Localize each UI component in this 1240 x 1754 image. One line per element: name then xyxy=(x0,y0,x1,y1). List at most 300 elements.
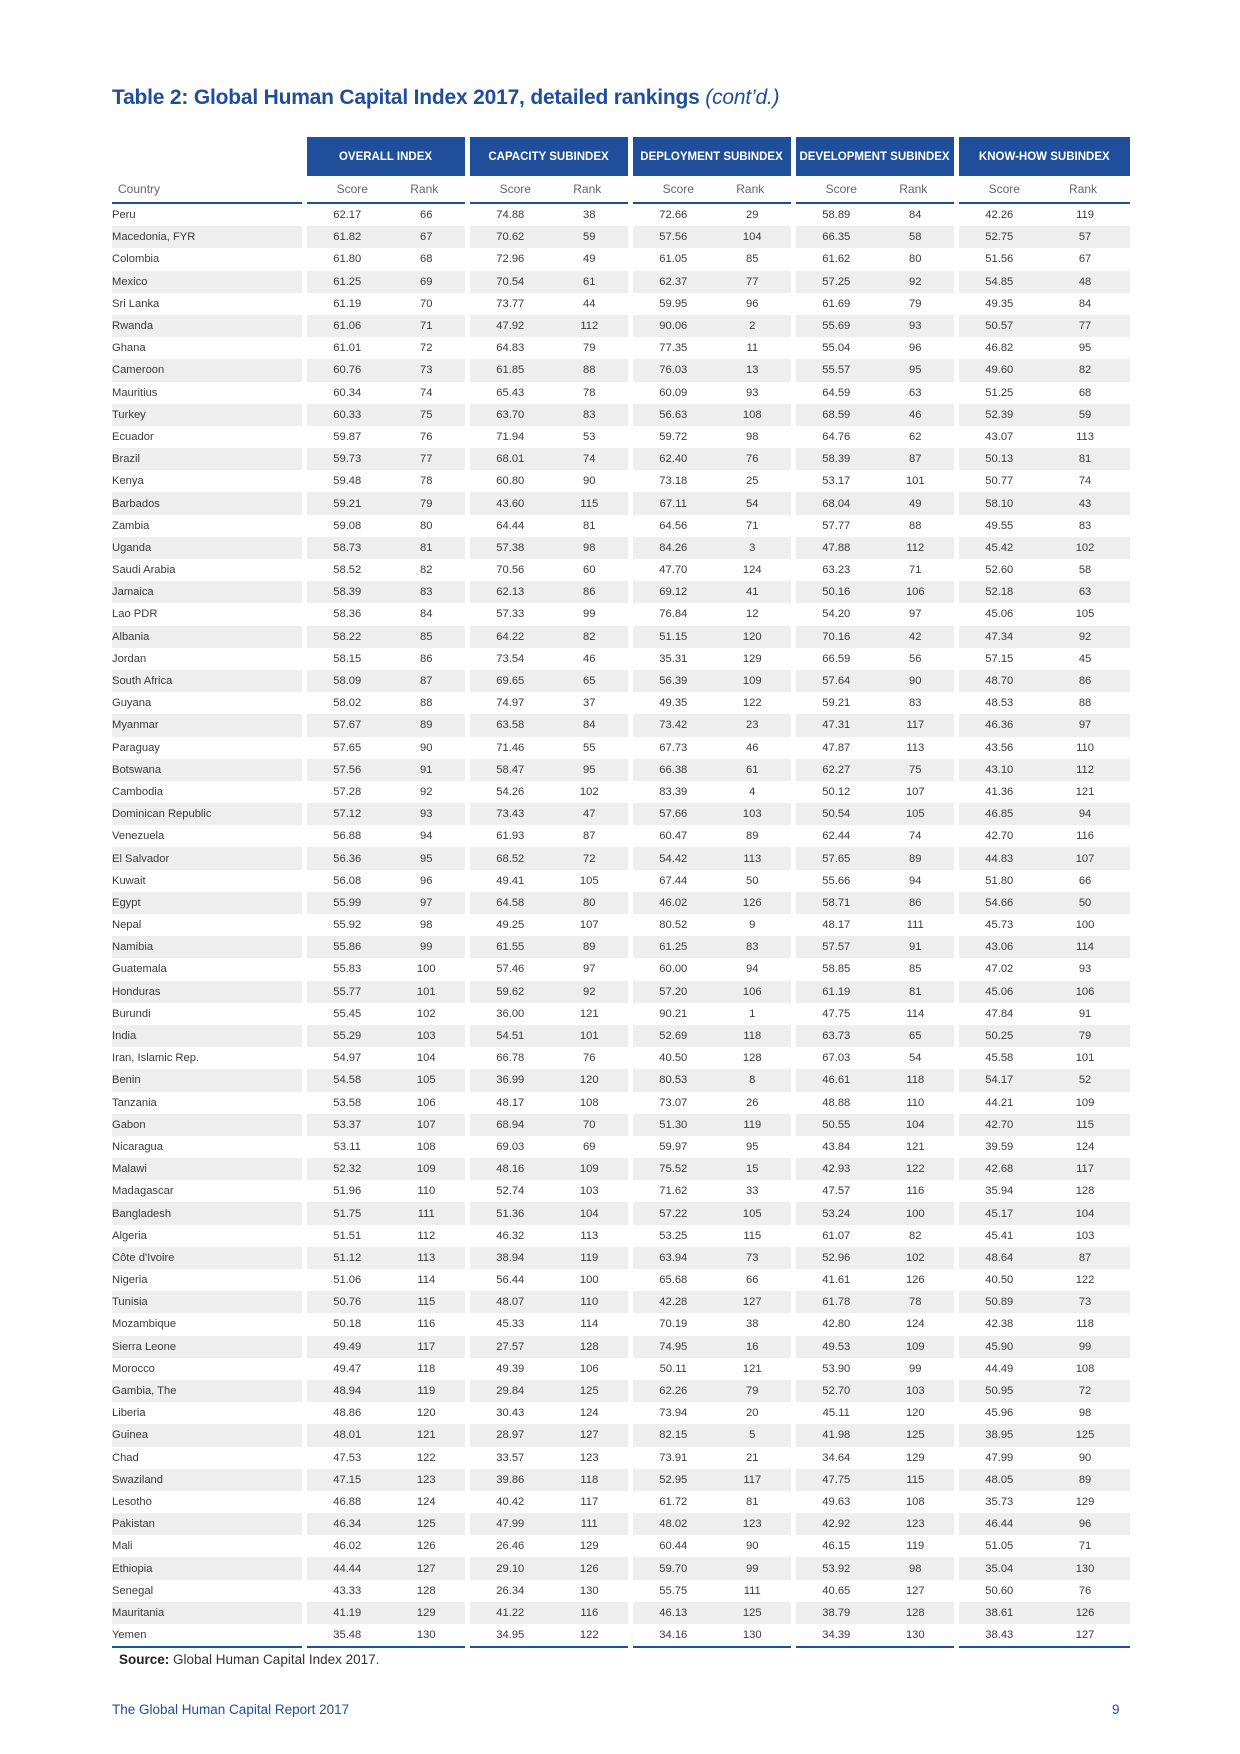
overall-rank-cell: 99 xyxy=(388,936,467,958)
development-score-cell: 42.92 xyxy=(793,1513,877,1535)
overall-rank-cell: 85 xyxy=(388,626,467,648)
deployment-rank-cell: 13 xyxy=(714,359,793,381)
capacity-rank-cell: 123 xyxy=(579,1451,599,1464)
knowhow-score-cell: 47.02 xyxy=(956,958,1040,980)
overall-score-cell: 55.92 xyxy=(304,914,388,936)
column-header-rank: Rank xyxy=(551,176,630,203)
capacity-rank-cell: 99 xyxy=(583,608,596,621)
deployment-rank-cell: 124 xyxy=(742,564,762,577)
table-row xyxy=(112,803,1130,825)
capacity-score-cell: 73.77 xyxy=(467,293,551,315)
capacity-rank-cell: 101 xyxy=(551,1025,630,1047)
development-rank-cell: 124 xyxy=(905,1318,925,1331)
knowhow-rank-cell: 129 xyxy=(1075,1495,1095,1508)
capacity-score-cell: 64.22 xyxy=(467,626,551,648)
capacity-rank-cell: 37 xyxy=(583,697,596,710)
development-score-cell: 61.19 xyxy=(793,981,877,1003)
overall-score-cell: 44.44 xyxy=(304,1557,388,1579)
country-cell: Côte d'Ivoire xyxy=(112,1247,304,1269)
capacity-rank-cell: 55 xyxy=(583,741,596,754)
table-row xyxy=(112,315,1130,337)
overall-score-cell: 53.37 xyxy=(304,1114,388,1136)
knowhow-rank-cell: 77 xyxy=(1040,315,1130,337)
overall-score-cell: 41.19 xyxy=(304,1602,388,1624)
capacity-score-cell: 26.34 xyxy=(467,1580,551,1602)
country-cell: Guatemala xyxy=(112,963,167,976)
deployment-score-cell: 56.39 xyxy=(630,670,714,692)
development-rank-cell: 80 xyxy=(909,253,922,266)
country-cell: Barbados xyxy=(112,492,304,514)
knowhow-score-cell: 51.56 xyxy=(956,248,1040,270)
knowhow-rank-cell: 88 xyxy=(1078,697,1092,710)
knowhow-rank-cell: 63 xyxy=(1040,581,1130,603)
deployment-score-cell: 69.12 xyxy=(630,581,714,603)
development-score-cell: 50.12 xyxy=(793,781,877,803)
development-score-cell: 61.78 xyxy=(793,1291,877,1313)
development-score-cell: 64.59 xyxy=(793,382,877,404)
knowhow-score-cell: 45.06 xyxy=(956,603,1040,625)
capacity-score-cell: 45.33 xyxy=(467,1313,551,1335)
knowhow-rank-cell: 92 xyxy=(1040,626,1130,648)
overall-rank-cell: 76 xyxy=(420,430,433,443)
column-header-country: Country xyxy=(112,176,304,203)
deployment-rank-cell: 23 xyxy=(714,714,793,736)
country-cell: Rwanda xyxy=(112,315,304,337)
knowhow-rank-cell: 98 xyxy=(1078,1407,1092,1420)
knowhow-score-cell: 47.34 xyxy=(956,626,1040,648)
overall-rank-cell: 92 xyxy=(420,785,433,798)
deployment-score-cell: 55.75 xyxy=(630,1580,714,1602)
development-score-cell: 61.07 xyxy=(793,1225,877,1247)
table-row xyxy=(112,1069,1130,1091)
country-cell: Venezuela xyxy=(112,830,165,843)
development-score-cell: 62.44 xyxy=(793,825,877,847)
deployment-rank-cell: 122 xyxy=(742,697,762,710)
overall-score-cell: 59.21 xyxy=(304,492,388,514)
development-rank-cell: 121 xyxy=(905,1140,925,1153)
table-row xyxy=(112,1358,1130,1380)
capacity-score-cell: 43.60 xyxy=(467,492,551,514)
country-cell: Nigeria xyxy=(112,1274,148,1287)
deployment-rank-cell: 54 xyxy=(714,492,793,514)
overall-rank-cell: 122 xyxy=(416,1451,436,1464)
country-cell: Jamaica xyxy=(112,581,304,603)
capacity-score-cell: 58.47 xyxy=(467,759,551,781)
deployment-rank-cell: 109 xyxy=(714,670,793,692)
knowhow-score-cell: 57.15 xyxy=(956,648,1040,670)
capacity-rank-cell: 122 xyxy=(551,1624,630,1647)
knowhow-rank-cell: 107 xyxy=(1040,847,1130,869)
capacity-score-cell: 73.43 xyxy=(467,803,551,825)
country-cell: Algeria xyxy=(112,1229,147,1242)
country-cell: Guinea xyxy=(112,1424,304,1446)
development-rank-cell: 112 xyxy=(877,537,956,559)
development-rank-cell: 113 xyxy=(906,741,925,754)
deployment-score-cell: 70.19 xyxy=(630,1313,714,1335)
development-rank-cell: 101 xyxy=(905,475,925,488)
country-cell: Benin xyxy=(112,1069,304,1091)
knowhow-score-cell: 44.21 xyxy=(956,1092,1040,1114)
development-rank-cell: 120 xyxy=(905,1407,925,1420)
capacity-score-cell: 47.99 xyxy=(467,1513,551,1535)
development-score-cell: 68.04 xyxy=(793,492,877,514)
knowhow-rank-cell: 127 xyxy=(1040,1624,1130,1647)
overall-score-cell: 55.83 xyxy=(304,958,388,980)
deployment-rank-cell: 50 xyxy=(746,874,759,887)
table-row xyxy=(112,1269,1130,1291)
overall-score-cell: 52.32 xyxy=(304,1158,388,1180)
capacity-score-cell: 69.03 xyxy=(467,1136,551,1158)
knowhow-rank-cell: 102 xyxy=(1040,537,1130,559)
knowhow-rank-cell: 115 xyxy=(1040,1114,1130,1136)
development-rank-cell: 62 xyxy=(909,430,922,443)
knowhow-rank-cell: 74 xyxy=(1078,475,1092,488)
overall-rank-cell: 84 xyxy=(420,608,433,621)
knowhow-score-cell: 45.06 xyxy=(956,981,1040,1003)
overall-score-cell: 60.33 xyxy=(304,404,388,426)
knowhow-score-cell: 51.25 xyxy=(956,382,1040,404)
development-score-cell: 66.59 xyxy=(793,648,877,670)
overall-score-cell: 61.82 xyxy=(304,226,388,248)
deployment-rank-cell: 125 xyxy=(714,1602,793,1624)
capacity-score-cell: 48.17 xyxy=(467,1092,551,1114)
country-cell: Albania xyxy=(112,626,304,648)
development-score-cell: 34.64 xyxy=(793,1447,877,1469)
deployment-score-cell: 57.22 xyxy=(630,1202,714,1224)
knowhow-score-cell: 52.18 xyxy=(956,581,1040,603)
overall-rank-cell: 94 xyxy=(420,830,433,843)
overall-score-cell: 57.65 xyxy=(304,737,388,759)
deployment-score-cell: 51.30 xyxy=(630,1114,714,1136)
country-cell: Malawi xyxy=(112,1158,304,1180)
overall-score-cell: 49.47 xyxy=(304,1358,388,1380)
capacity-score-cell: 62.13 xyxy=(467,581,551,603)
deployment-rank-cell: 120 xyxy=(714,626,793,648)
deployment-score-cell: 71.62 xyxy=(630,1180,714,1202)
table-row xyxy=(112,914,1130,936)
knowhow-rank-cell: 84 xyxy=(1078,297,1092,310)
knowhow-score-cell: 47.99 xyxy=(956,1447,1040,1469)
deployment-score-cell: 73.18 xyxy=(630,470,714,492)
overall-rank-cell: 72 xyxy=(420,342,433,355)
overall-rank-cell: 82 xyxy=(420,564,433,577)
deployment-rank-cell: 41 xyxy=(714,581,793,603)
knowhow-rank-cell: 99 xyxy=(1040,1336,1130,1358)
deployment-rank-cell: 104 xyxy=(714,226,793,248)
country-cell: El Salvador xyxy=(112,847,304,869)
table-row xyxy=(112,1624,1130,1647)
overall-score-cell: 58.02 xyxy=(304,692,388,714)
knowhow-score-cell: 51.05 xyxy=(956,1535,1040,1557)
table-row xyxy=(112,1580,1130,1602)
overall-score-cell: 51.96 xyxy=(304,1180,388,1202)
knowhow-score-cell: 35.94 xyxy=(956,1180,1040,1202)
table-row xyxy=(112,337,1130,359)
development-score-cell: 42.80 xyxy=(793,1313,877,1335)
development-rank-cell: 118 xyxy=(877,1069,956,1091)
deployment-score-cell: 90.06 xyxy=(630,315,714,337)
deployment-rank-cell: 128 xyxy=(742,1052,762,1065)
group-header-capacity: CAPACITY SUBINDEX xyxy=(467,137,630,176)
table-row xyxy=(112,1158,1130,1180)
development-score-cell: 52.70 xyxy=(793,1380,877,1402)
deployment-score-cell: 73.91 xyxy=(630,1447,714,1469)
development-score-cell: 57.57 xyxy=(793,936,877,958)
overall-score-cell: 46.02 xyxy=(304,1535,388,1557)
overall-score-cell: 59.73 xyxy=(304,448,388,470)
overall-rank-cell: 66 xyxy=(420,209,433,222)
capacity-rank-cell: 74 xyxy=(551,448,630,470)
deployment-rank-cell: 8 xyxy=(714,1069,793,1091)
table-row xyxy=(112,892,1130,914)
development-score-cell: 49.63 xyxy=(793,1491,877,1513)
deployment-rank-cell: 106 xyxy=(714,981,793,1003)
development-score-cell: 68.59 xyxy=(793,404,877,426)
overall-rank-cell: 110 xyxy=(417,1185,436,1198)
capacity-rank-cell: 126 xyxy=(551,1557,630,1579)
deployment-score-cell: 83.39 xyxy=(630,781,714,803)
deployment-score-cell: 60.47 xyxy=(630,825,714,847)
capacity-rank-cell: 106 xyxy=(579,1362,599,1375)
development-score-cell: 50.16 xyxy=(793,581,877,603)
overall-score-cell: 56.08 xyxy=(304,870,388,892)
column-header-rank: Rank xyxy=(714,176,793,203)
development-rank-cell: 102 xyxy=(877,1247,956,1269)
country-cell: Burundi xyxy=(112,1007,151,1020)
capacity-rank-cell: 80 xyxy=(551,892,630,914)
development-rank-cell: 129 xyxy=(905,1451,925,1464)
deployment-score-cell: 66.38 xyxy=(630,759,714,781)
deployment-score-cell: 61.05 xyxy=(630,248,714,270)
overall-score-cell: 58.15 xyxy=(304,648,388,670)
table-row xyxy=(112,492,1130,514)
capacity-score-cell: 49.25 xyxy=(467,914,551,936)
capacity-rank-cell: 83 xyxy=(551,404,630,426)
capacity-score-cell: 72.96 xyxy=(467,248,551,270)
knowhow-rank-cell: 68 xyxy=(1078,386,1092,399)
country-cell: Yemen xyxy=(112,1624,304,1647)
capacity-rank-cell: 81 xyxy=(583,519,596,532)
deployment-score-cell: 61.72 xyxy=(630,1491,714,1513)
development-score-cell: 63.23 xyxy=(793,559,877,581)
capacity-score-cell: 30.43 xyxy=(467,1402,551,1424)
deployment-score-cell: 67.44 xyxy=(630,870,714,892)
table-row xyxy=(112,1047,1130,1069)
knowhow-rank-cell: 76 xyxy=(1078,1584,1092,1597)
deployment-rank-cell: 15 xyxy=(714,1158,793,1180)
capacity-score-cell: 57.38 xyxy=(467,537,551,559)
table-row xyxy=(112,1336,1130,1358)
development-rank-cell: 100 xyxy=(877,1202,956,1224)
capacity-score-cell: 52.74 xyxy=(467,1180,551,1202)
deployment-score-cell: 80.53 xyxy=(630,1069,714,1091)
deployment-score-cell: 51.15 xyxy=(630,626,714,648)
capacity-rank-cell: 128 xyxy=(551,1336,630,1358)
capacity-rank-cell: 121 xyxy=(579,1007,599,1020)
deployment-rank-cell: 115 xyxy=(743,1229,762,1242)
table-row xyxy=(112,781,1130,803)
capacity-rank-cell: 102 xyxy=(579,785,599,798)
overall-score-cell: 46.88 xyxy=(304,1491,388,1513)
overall-rank-cell: 71 xyxy=(388,315,467,337)
deployment-score-cell: 67.73 xyxy=(630,737,714,759)
overall-score-cell: 51.75 xyxy=(304,1202,388,1224)
development-score-cell: 58.39 xyxy=(793,448,877,470)
overall-score-cell: 59.87 xyxy=(304,426,388,448)
knowhow-score-cell: 45.41 xyxy=(956,1225,1040,1247)
table-row xyxy=(112,870,1130,892)
development-rank-cell: 63 xyxy=(909,386,922,399)
table-row xyxy=(112,1380,1130,1402)
overall-rank-cell: 102 xyxy=(416,1007,436,1020)
deployment-rank-cell: 76 xyxy=(714,448,793,470)
deployment-rank-cell: 96 xyxy=(746,297,759,310)
knowhow-rank-cell: 125 xyxy=(1040,1424,1130,1446)
knowhow-score-cell: 50.57 xyxy=(956,315,1040,337)
knowhow-rank-cell: 90 xyxy=(1078,1451,1092,1464)
capacity-rank-cell: 92 xyxy=(551,981,630,1003)
country-cell: Tunisia xyxy=(112,1291,304,1313)
capacity-rank-cell: 76 xyxy=(583,1052,596,1065)
table-row xyxy=(112,759,1130,781)
knowhow-score-cell: 45.17 xyxy=(956,1202,1040,1224)
knowhow-rank-cell: 96 xyxy=(1040,1513,1130,1535)
deployment-rank-cell: 129 xyxy=(742,652,762,665)
overall-score-cell: 51.06 xyxy=(304,1269,388,1291)
development-score-cell: 59.21 xyxy=(793,692,877,714)
country-cell: Ecuador xyxy=(112,430,154,443)
development-score-cell: 58.85 xyxy=(793,958,877,980)
deployment-rank-cell: 85 xyxy=(746,253,759,266)
capacity-score-cell: 47.92 xyxy=(467,315,551,337)
development-rank-cell: 115 xyxy=(877,1469,956,1491)
title-suffix: (cont’d.) xyxy=(705,86,780,109)
knowhow-rank-cell: 116 xyxy=(1076,830,1094,843)
table-body xyxy=(112,203,1130,1647)
development-rank-cell: 90 xyxy=(877,670,956,692)
knowhow-rank-cell: 50 xyxy=(1040,892,1130,914)
overall-score-cell: 58.39 xyxy=(304,581,388,603)
deployment-score-cell: 34.16 xyxy=(630,1624,714,1647)
development-rank-cell: 130 xyxy=(877,1624,956,1647)
deployment-score-cell: 59.72 xyxy=(630,426,714,448)
development-score-cell: 67.03 xyxy=(793,1047,877,1069)
deployment-score-cell: 82.15 xyxy=(630,1424,714,1446)
knowhow-score-cell: 38.43 xyxy=(956,1624,1040,1647)
deployment-rank-cell: 79 xyxy=(714,1380,793,1402)
table-row xyxy=(112,648,1130,670)
knowhow-rank-cell: 58 xyxy=(1078,564,1092,577)
capacity-rank-cell: 60 xyxy=(583,564,596,577)
development-rank-cell: 106 xyxy=(877,581,956,603)
capacity-rank-cell: 114 xyxy=(580,1318,599,1331)
development-score-cell: 47.87 xyxy=(793,737,877,759)
development-rank-cell: 95 xyxy=(877,359,956,381)
knowhow-rank-cell: 72 xyxy=(1040,1380,1130,1402)
deployment-rank-cell: 38 xyxy=(746,1318,759,1331)
deployment-score-cell: 77.35 xyxy=(630,337,714,359)
country-cell: Madagascar xyxy=(112,1185,174,1198)
table-row xyxy=(112,626,1130,648)
country-cell: Nepal xyxy=(112,919,142,932)
country-cell: Bangladesh xyxy=(112,1202,304,1224)
knowhow-score-cell: 50.77 xyxy=(956,470,1040,492)
overall-rank-cell: 117 xyxy=(388,1336,467,1358)
overall-score-cell: 61.06 xyxy=(304,315,388,337)
group-header-deployment: DEPLOYMENT SUBINDEX xyxy=(630,137,793,176)
development-score-cell: 47.88 xyxy=(793,537,877,559)
overall-rank-cell: 112 xyxy=(417,1229,436,1242)
knowhow-rank-cell: 118 xyxy=(1076,1318,1094,1331)
knowhow-rank-cell: 52 xyxy=(1040,1069,1130,1091)
country-cell: Myanmar xyxy=(112,714,304,736)
country-cell: Egypt xyxy=(112,892,304,914)
deployment-rank-cell: 61 xyxy=(714,759,793,781)
table-row xyxy=(112,203,1130,226)
development-rank-cell: 88 xyxy=(909,519,922,532)
knowhow-rank-cell: 100 xyxy=(1075,919,1095,932)
overall-rank-cell: 123 xyxy=(388,1469,467,1491)
deployment-rank-cell: 127 xyxy=(714,1291,793,1313)
knowhow-score-cell: 38.95 xyxy=(956,1424,1040,1446)
capacity-score-cell: 29.84 xyxy=(467,1380,551,1402)
deployment-rank-cell: 1 xyxy=(749,1007,756,1020)
overall-rank-cell: 90 xyxy=(420,741,433,754)
development-rank-cell: 117 xyxy=(877,714,956,736)
deployment-score-cell: 62.26 xyxy=(630,1380,714,1402)
knowhow-score-cell: 54.85 xyxy=(956,271,1040,293)
development-score-cell: 53.24 xyxy=(793,1202,877,1224)
knowhow-rank-cell: 89 xyxy=(1040,1469,1130,1491)
overall-score-cell: 57.12 xyxy=(304,803,388,825)
deployment-score-cell: 64.56 xyxy=(630,515,714,537)
development-rank-cell: 122 xyxy=(877,1158,956,1180)
overall-score-cell: 57.28 xyxy=(304,781,388,803)
overall-score-cell: 58.22 xyxy=(304,626,388,648)
table-row xyxy=(112,248,1130,270)
table-row xyxy=(112,293,1130,315)
development-rank-cell: 94 xyxy=(909,874,922,887)
table-row xyxy=(112,603,1130,625)
knowhow-score-cell: 51.80 xyxy=(956,870,1040,892)
overall-score-cell: 55.99 xyxy=(304,892,388,914)
table-row xyxy=(112,1114,1130,1136)
overall-rank-cell: 111 xyxy=(388,1202,467,1224)
deployment-score-cell: 57.66 xyxy=(630,803,714,825)
capacity-score-cell: 29.10 xyxy=(467,1557,551,1579)
knowhow-rank-cell: 114 xyxy=(1040,936,1130,958)
development-rank-cell: 109 xyxy=(877,1336,956,1358)
development-score-cell: 53.90 xyxy=(793,1358,877,1380)
deployment-score-cell: 73.42 xyxy=(630,714,714,736)
knowhow-score-cell: 45.58 xyxy=(956,1047,1040,1069)
knowhow-score-cell: 45.42 xyxy=(956,537,1040,559)
development-rank-cell: 46 xyxy=(877,404,956,426)
development-rank-cell: 103 xyxy=(877,1380,956,1402)
knowhow-rank-cell: 124 xyxy=(1075,1140,1095,1153)
overall-rank-cell: 81 xyxy=(388,537,467,559)
overall-score-cell: 58.52 xyxy=(304,559,388,581)
deployment-rank-cell: 95 xyxy=(746,1140,759,1153)
capacity-rank-cell: 65 xyxy=(551,670,630,692)
overall-rank-cell: 105 xyxy=(388,1069,467,1091)
capacity-score-cell: 63.58 xyxy=(467,714,551,736)
table-row xyxy=(112,382,1130,404)
capacity-rank-cell: 117 xyxy=(580,1495,599,1508)
deployment-score-cell: 57.56 xyxy=(630,226,714,248)
knowhow-score-cell: 42.70 xyxy=(956,1114,1040,1136)
deployment-rank-cell: 73 xyxy=(714,1247,793,1269)
